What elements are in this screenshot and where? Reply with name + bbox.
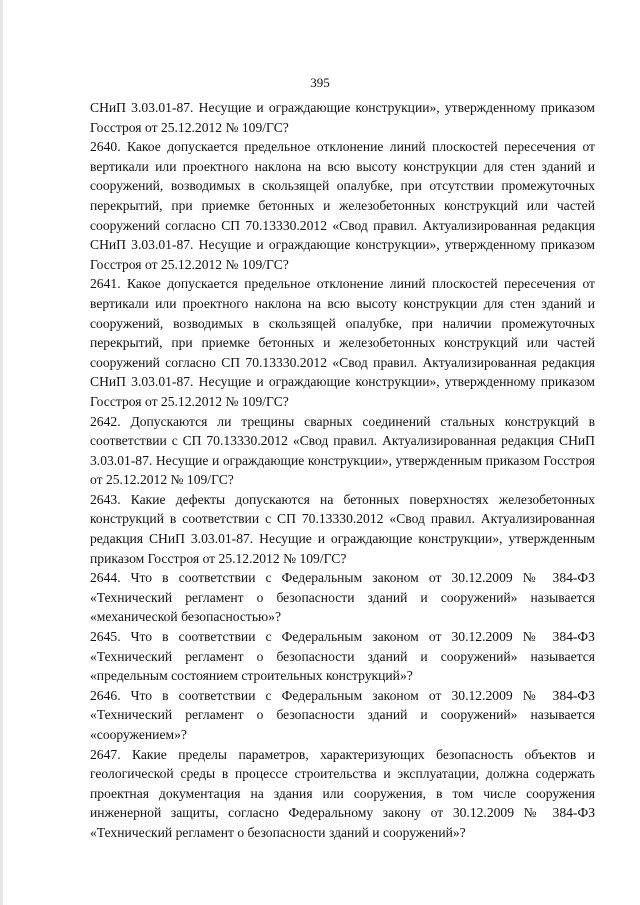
question-continuation: СНиП 3.03.01-87. Несущие и ограждающие конструкции», утвержденному приказом Госстроя от 25.12.2012 № 109/ГС?	[90, 100, 595, 135]
question-list	[90, 98, 595, 843]
scan-edge	[0, 0, 3, 905]
question-2643: 2643. Какие дефекты допускаются на бетонных поверхностях железобетонных конструкций в соответствии с СП 70.13330.2012 «Свод правил. Актуализированная редакция СНиП 3.03.01-87. Несущие и ограждающие конструкции», утвержденным приказом Госстроя от 25.12.2012 № 109/ГС?	[90, 491, 595, 566]
question-2647: 2647. Какие пределы параметров, характеризующих безопасность объектов и геологической среды в процессе строительства и эксплуатации, должна содержать проектная документация на здания или сооружения, в том числе сооружения инженерной защиты, согласно Федеральному закону от 30.12.2009 № 384-ФЗ «Технический регламент о безопасности зданий и сооружений»?	[90, 746, 595, 840]
question-2640: 2640. Какое допускается предельное отклонение линий плоскостей пересечения от вертикали или проектного наклона на всю высоту конструкции для стен зданий и сооружений, возводимых в скользящей опалубке, при отсутствии промежуточных перекрытий, при приемке бетонных и железобетонных конструкций или частей сооружений согласно СП 70.13330.2012 «Свод правил. Актуализированная редакция СНиП 3.03.01-87. Несущие и ограждающие конструкции», утвержденному приказом Госстроя от 25.12.2012 № 109/ГС?	[90, 139, 595, 272]
question-2642: 2642. Допускаются ли трещины сварных соединений стальных конструкций в соответствии с СП 70.13330.2012 «Свод правил. Актуализированная редакция СНиП 3.03.01-87. Несущие и ограждающие конструкции», утвержденным приказом Госстроя от 25.12.2012 № 109/ГС?	[90, 413, 595, 488]
page-number: 395	[310, 75, 330, 90]
question-2641: 2641. Какое допускается предельное отклонение линий плоскостей пересечения от вертикали или проектного наклона на всю высоту конструкции для стен зданий и сооружений, возводимых в скользящей опалубке, при наличии промежуточных перекрытий, при приемке бетонных и железобетонных конструкций или частей сооружений согласно СП 70.13330.2012 «Свод правил. Актуализированная редакция СНиП 3.03.01-87. Несущие и ограждающие конструкции», утвержденному приказом Госстроя от 25.12.2012 № 109/ГС?	[90, 276, 595, 409]
question-2645: 2645. Что в соответствии с Федеральным законом от 30.12.2009 № 384-ФЗ «Технический регламент о безопасности зданий и сооружений» называется «предельным состоянием строительных конструкций»?	[90, 629, 595, 684]
question-2646: 2646. Что в соответствии с Федеральным законом от 30.12.2009 № 384-ФЗ «Технический регламент о безопасности зданий и сооружений» называется «сооружением»?	[90, 687, 595, 742]
question-2644: 2644. Что в соответствии с Федеральным законом от 30.12.2009 № 384-ФЗ «Технический регламент о безопасности зданий и сооружений» называется «механической безопасностью»?	[90, 570, 595, 625]
